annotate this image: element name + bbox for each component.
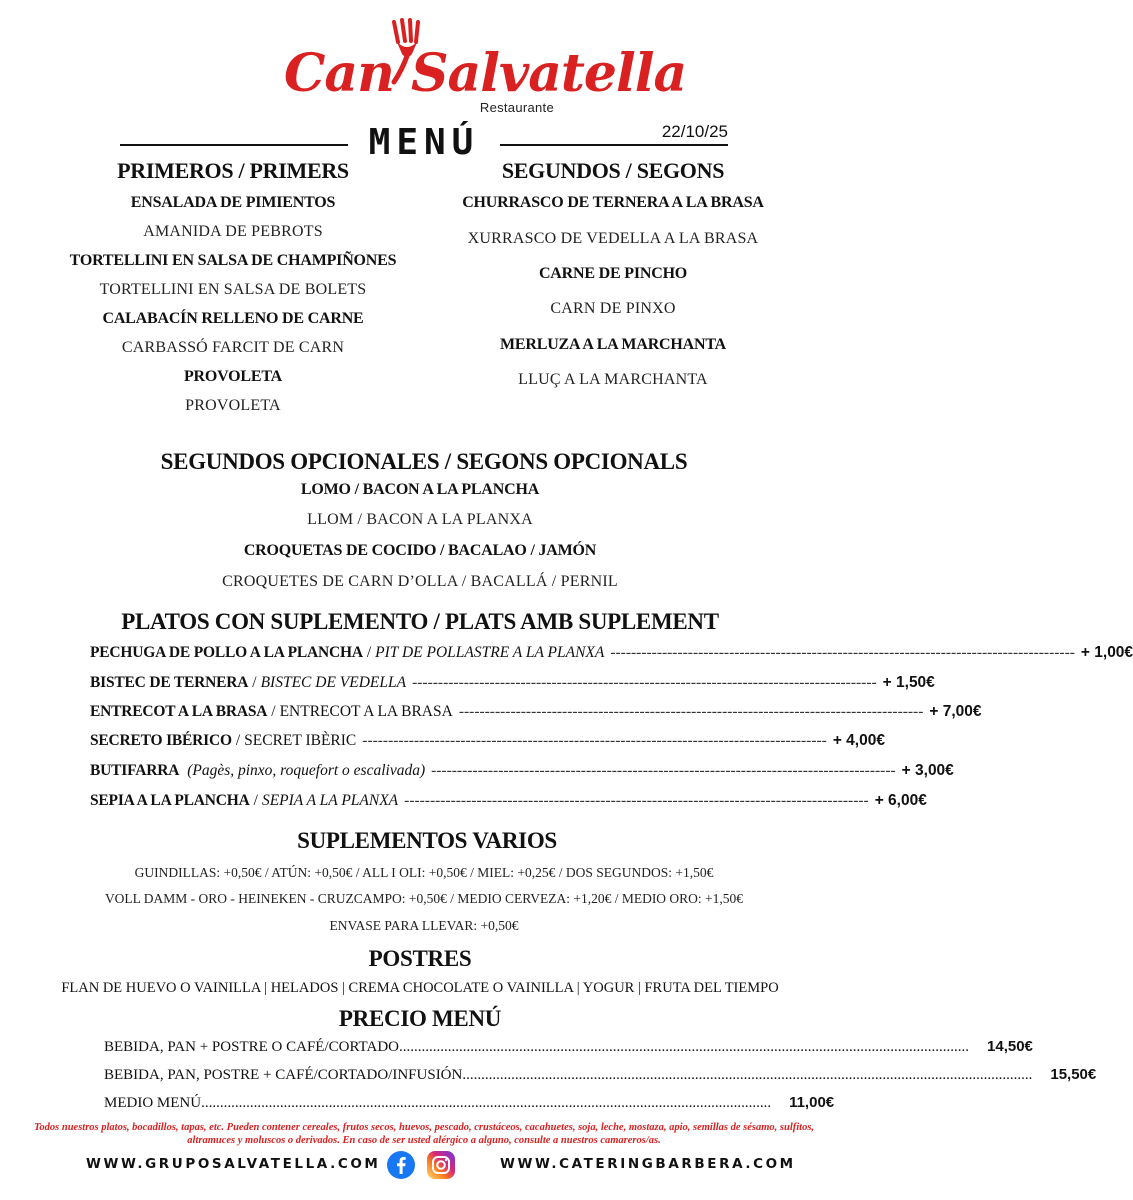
postres-title: POSTRES (368, 946, 472, 971)
primeros-dish-4-ca: PROVOLETA (185, 397, 281, 414)
price-row (104, 1094, 835, 1116)
supplement-alt: (Pagès, pinxo, roquefort o escalivada) (187, 762, 426, 779)
segundos-dish-2-ca: CARN DE PINXO (550, 300, 676, 317)
opcionales-dish-2-ca: CROQUETES DE CARN D’OLLA / BACALLÁ / PERNIL (222, 573, 618, 590)
primeros-dish-3-ca: CARBASSÓ FARCIT DE CARN (121, 339, 345, 356)
dash-leader: ------------------------------------------------------------------------------------------ (458, 703, 924, 720)
dot-leader: ........................................................................................................................................................ (462, 1067, 1033, 1083)
segundos-dish-3-es: MERLUZA A LA MARCHANTA (500, 336, 726, 353)
price-amount: 11,00€ (789, 1094, 835, 1111)
supplement-name: SECRETO IBÉRICO (90, 732, 232, 749)
opcionales-dish-2-es: CROQUETAS DE COCIDO / BACALAO / JAMÓN (243, 542, 597, 559)
brand-name: Can Salvatella (284, 43, 687, 104)
primeros-dish-2-ca: TORTELLINI EN SALSA DE BOLETS (99, 281, 367, 298)
menu-date: 22/10/25 (661, 122, 728, 141)
segundos-dish-3-ca: LLUÇ A LA MARCHANTA (518, 371, 708, 388)
varios-line-3: ENVASE PARA LLEVAR: +0,50€ (329, 918, 519, 933)
title-rule-left (120, 144, 348, 146)
suplemento-title: PLATOS CON SUPLEMENTO / PLATS AMB SUPLEMENT (121, 609, 719, 634)
primeros-dish-4-es: PROVOLETA (183, 368, 283, 385)
supplement-row (90, 674, 935, 698)
varios-line-2: VOLL DAMM - ORO - HEINEKEN - CRUZCAMPO: +0,50€ / MEDIO CERVEZA: +1,20€ / MEDIO ORO: +1,50€ (104, 891, 744, 906)
varios-line-1: GUINDILLAS: +0,50€ / ATÚN: +0,50€ / ALL I OLI: +0,50€ / MIEL: +0,25€ / DOS SEGUNDOS: +1,50€ (134, 865, 714, 880)
dash-leader: ------------------------------------------------------------------------------------------ (404, 792, 869, 809)
supplement-price: + 4,00€ (832, 732, 885, 749)
supplement-price: + 7,00€ (929, 703, 982, 720)
primeros-dish-2-es: TORTELLINI EN SALSA DE CHAMPIÑONES (69, 252, 397, 269)
supplement-name: BUTIFARRA (90, 762, 180, 779)
supplement-row (90, 703, 982, 727)
postres-line: FLAN DE HUEVO O VAINILLA | HELADOS | CREMA CHOCOLATE O VAINILLA | YOGUR | FRUTA DEL TIEMPO (61, 980, 779, 996)
primeros-dish-1-ca: AMANIDA DE PEBROTS (143, 223, 323, 240)
primeros-dish-1-es: ENSALADA DE PIMIENTOS (130, 194, 336, 211)
supplement-row (90, 792, 927, 816)
supplement-separator: / (235, 732, 241, 749)
price-label: BEBIDA, PAN + POSTRE O CAFÉ/CORTADO (104, 1039, 400, 1055)
supplement-row (90, 762, 954, 786)
supplement-alt: ENTRECOT A LA BRASA (279, 703, 453, 720)
primeros-dish-3-es: CALABACÍN RELLENO DE CARNE (102, 310, 364, 327)
dot-leader: ........................................................................................................................................................ (201, 1095, 772, 1111)
supplement-separator: / (252, 674, 257, 691)
price-label: BEBIDA, PAN, POSTRE + CAFÉ/CORTADO/INFUSIÓN (104, 1067, 463, 1083)
supplement-separator: / (271, 703, 276, 720)
price-row (104, 1038, 1033, 1060)
price-label: MEDIO MENÚ (104, 1095, 202, 1111)
primeros-title: PRIMEROS / PRIMERS (117, 158, 349, 183)
supplement-name: ENTRECOT A LA BRASA (90, 703, 268, 720)
supplement-alt: PIT DE POLLASTRE A LA PLANXA (375, 644, 605, 661)
dash-leader: ------------------------------------------------------------------------------------------ (431, 762, 896, 779)
menu-title: MENÚ (368, 122, 480, 163)
supplement-price: + 6,00€ (874, 792, 927, 809)
instagram-icon[interactable] (426, 1150, 456, 1180)
segundos-dish-1-es: CHURRASCO DE TERNERA A LA BRASA (462, 194, 764, 211)
website-link-barbera[interactable]: WWW.CATERINGBARBERA.COM (500, 1156, 796, 1172)
brand-subtitle: Restaurante (479, 100, 554, 115)
supplement-alt: SEPIA A LA PLANXA (261, 792, 399, 809)
supplement-alt: SECRET IBÈRIC (244, 732, 357, 749)
varios-title: SUPLEMENTOS VARIOS (297, 828, 557, 853)
segundos-title: SEGUNDOS / SEGONS (501, 158, 725, 183)
price-amount: 15,50€ (1050, 1066, 1097, 1083)
opcionales-title: SEGUNDOS OPCIONALES / SEGONS OPCIONALS (160, 449, 688, 474)
supplement-price: + 3,00€ (901, 762, 954, 779)
supplement-name: PECHUGA DE POLLO A LA PLANCHA (90, 644, 363, 661)
supplement-price: + 1,00€ (1080, 644, 1133, 661)
allergen-notice: Todos nuestros platos, bocadillos, tapas, etc. Pueden contener cereales, frutos secos, huevos, pescado, crustáceos, cacahuetes, soja, leche, mostaza, apio, semillas de sésamo, sulfitos, altramuces y moluscos o derivados. En caso de ser usted alérgico a alguno, consulte a nuestros camareros/as. (33, 1122, 815, 1146)
restaurant-logo (270, 18, 687, 118)
title-rule-right (500, 144, 728, 146)
segundos-dish-2-es: CARNE DE PINCHO (538, 265, 688, 282)
supplement-alt: BISTEC DE VEDELLA (260, 674, 407, 691)
precio-title: PRECIO MENÚ (338, 1006, 502, 1031)
price-row (104, 1066, 1097, 1088)
dash-leader: ------------------------------------------------------------------------------------------ (610, 644, 1075, 661)
supplement-row (90, 732, 885, 756)
website-link-salvatella[interactable]: WWW.GRUPOSALVATELLA.COM (86, 1156, 381, 1172)
dot-leader: ........................................................................................................................................................ (399, 1039, 970, 1055)
supplement-row (90, 644, 1133, 668)
supplement-price: + 1,50€ (882, 674, 935, 691)
supplement-name: SEPIA A LA PLANCHA (90, 792, 250, 809)
dash-leader: ------------------------------------------------------------------------------------------ (412, 674, 877, 691)
dash-leader: ------------------------------------------------------------------------------------------ (362, 732, 827, 749)
facebook-icon[interactable] (386, 1150, 416, 1180)
supplement-separator: / (366, 644, 372, 661)
segundos-dish-1-ca: XURRASCO DE VEDELLA A LA BRASA (467, 230, 759, 247)
supplement-separator: / (253, 792, 258, 809)
opcionales-dish-1-ca: LLOM / BACON A LA PLANXA (307, 511, 533, 528)
price-amount: 14,50€ (987, 1038, 1033, 1055)
supplement-name: BISTEC DE TERNERA (90, 674, 249, 691)
opcionales-dish-1-es: LOMO / BACON A LA PLANCHA (300, 481, 540, 498)
